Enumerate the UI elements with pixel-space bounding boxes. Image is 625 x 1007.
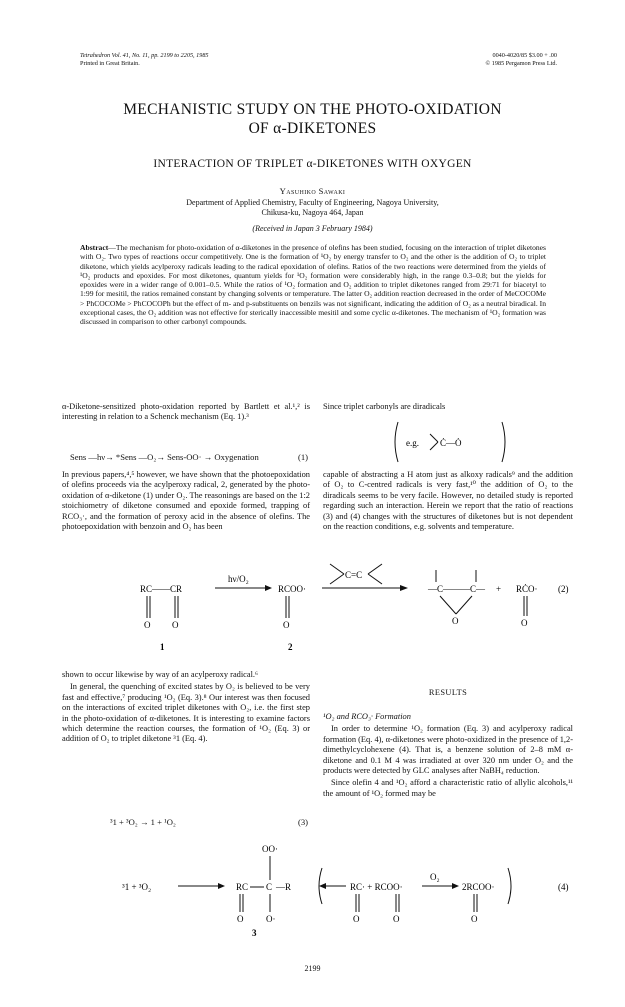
svg-text:RĊO·: RĊO· [516, 584, 538, 594]
reaction-scheme-4 [60, 838, 580, 938]
equation-1-number: (1) [298, 452, 309, 462]
svg-text:O: O [471, 914, 478, 924]
scheme4-reactants: ³1 + ³O₂ [122, 882, 152, 892]
article-code: 0040-4020/85 $3.00 + .00 [492, 52, 557, 59]
svg-text:—R: —R [276, 882, 292, 892]
abstract [80, 243, 546, 327]
paragraph: Since triplet carbonyls are diradicals [323, 402, 446, 411]
svg-text:—C———C—: —C———C— [428, 584, 486, 594]
column-1-top [62, 402, 310, 425]
journal-citation: Tetrahedron Vol. 41, No. 11, pp. 2199 to 2205, 1985 [80, 52, 209, 59]
page-number: 2199 [304, 964, 321, 973]
equation-1: Sens —hν→ *Sens —O₂→ Sens-OO· → Oxygenation [70, 452, 259, 462]
title-line-2: OF α-DIKETONES [248, 120, 377, 137]
paragraph: α-Diketone-sensitized photo-oxidation reported by Bartlett et al.¹,² is interesting in relation to a Schenck mechanism (Eq. 1).³ [62, 402, 310, 422]
svg-text:Ċ—Ȯ: Ċ—Ȯ [440, 438, 462, 448]
svg-text:C=C: C=C [345, 570, 363, 580]
paragraph: shown to occur likewise by way of an acylperoxy radical.⁶ [62, 670, 258, 679]
diketone-formula: RC——CR [140, 584, 183, 594]
reaction-scheme-2 [60, 558, 580, 666]
column-2-top [323, 402, 573, 414]
equation-3: ³1 + ³O₂ → 1 + ¹O₂ [110, 817, 176, 827]
svg-text:+: + [496, 584, 502, 594]
svg-text:RC: RC [236, 882, 249, 892]
affiliation-line-1: Department of Applied Chemistry, Faculty of Engineering, Nagoya University, [186, 198, 439, 207]
svg-text:O₂: O₂ [430, 872, 440, 882]
paragraph: In previous papers,⁴,⁵ however, we have shown that the photoepoxidation of olefins proceeds via the acylperoxy radical, 2, generated by the photo-oxidation of α-diketone (1) under O₂. The reasonings are based on the 1:2 stoichiometry of diketone consumed and epoxide formed, trapping of RCO₃·, and the formation of peroxy acid in the absence of olefins. The photoepoxidation with benzoin and O₂ has been [62, 470, 310, 532]
svg-text:O: O [353, 914, 360, 924]
author: Yasuhiko Sawaki [279, 186, 346, 196]
article-subtitle: INTERACTION OF TRIPLET α-DIKETONES WITH OXYGEN [153, 158, 472, 170]
triplet-carbonyl-structure [390, 420, 510, 464]
hv-o2-label: hν/O₂ [228, 574, 249, 584]
affiliation [60, 198, 565, 218]
copyright: © 1985 Pergamon Press Ltd. [485, 60, 557, 67]
received-date: (Received in Japan 3 February 1984) [252, 224, 373, 233]
printed-in: Printed in Great Britain. [80, 60, 140, 67]
svg-text:O: O [452, 616, 459, 626]
scheme4-product: 2RCOO· [462, 882, 495, 892]
journal-header-right [486, 52, 557, 68]
paragraph: Since olefin 4 and ¹O₂ afford a characteristic ratio of allylic alcohols,¹¹ the amount of ¹O₂ formed may be [323, 778, 573, 798]
affiliation-line-2: Chikusa-ku, Nagoya 464, Japan [261, 208, 364, 217]
article-title [60, 100, 565, 138]
results-heading: RESULTS [428, 688, 468, 697]
svg-text:O: O [237, 914, 244, 924]
paragraph: In order to determine ¹O₂ formation (Eq. 3) and acylperoxy radical formation (Eq. 4), α-diketones were photo-oxidized in the presence of 1,2-dimethylcyclohexene (4). That is, a benzene solution of 2–8 mM α-diketone and 0.1 M 4 was irradiated at over 320 nm under O₂ and the products were detected by GLC analyses after NaBH₄ reduction. [323, 724, 573, 776]
column-1-middle [62, 470, 310, 534]
svg-text:O: O [172, 620, 179, 630]
abstract-label: Abstract [80, 243, 109, 252]
svg-text:O: O [144, 620, 151, 630]
compound-2-label: 2 [288, 642, 293, 652]
title-line-1: MECHANISTIC STUDY ON THE PHOTO-OXIDATION [123, 101, 502, 118]
subsection-heading: ¹O₂ and RCO₃· Formation [323, 712, 411, 721]
svg-text:C: C [266, 882, 273, 892]
svg-text:O: O [393, 914, 400, 924]
column-1-lower [62, 670, 310, 747]
compound-1-label: 1 [160, 642, 165, 652]
abstract-text: —The mechanism for photo-oxidation of α-diketones in the presence of olefins has been studied, focusing on the interaction of triplet diketones with O₂. Two types of reactions occur competitively. One is the formation of ¹O₂ by energy transfer to O₂ and the other is the addition of O₂ to triplet diketone, which yields acylperoxy radicals leading to the radical epoxidation of olefins. Ratios of the two reactions were determined from the yields of ¹O₂ products and epoxides. For most diketones, quantum yields for ¹O₂ formation were considerably high, in the range 0.3–0.8; but the yields for epoxides were in a wider range of 0.001–0.5. While the ratios of ¹O₂ formation and O₂ addition to triplet diketones ranged from 29:71 for biacetyl to 1:99 for mesitil, the ratios remained constant by changing solvents or temperature. The latter O₂ addition reaction decreased in the order of MeCOCOMe > PhCOCOMe > PhCOCOPh but the effect of m- and p-substituents on benzils was not significant, indicating the addition of O₂ as a neutral biradical. In exceptional cases, the O₂ addition was not effective for sterically inaccessible mesitil and some cyclic α-diketones. The mechanism of ¹O₂ formation was discussed in comparison to other carbonyl compounds. [80, 243, 546, 327]
paragraph: In general, the quenching of excited states by O₂ is believed to be very fast and effective,⁷ producing ¹O₂ (Eq. 3).⁸ Our interest was then focused on the interactions of excited triplet diketones with O₂, i.e. the first step in the photo-oxidation of α-diketones. It is interesting to examine factors which determine the reaction courses, the formation of ¹O₂ (Eq. 3) or addition of O₂ to triplet diketone ³1 (Eq. 4). [62, 682, 310, 744]
acylperoxy-radical: RCOO· [278, 584, 307, 594]
equation-4-number: (4) [558, 882, 569, 892]
svg-text:O·: O· [266, 914, 276, 924]
compound-3-label: 3 [252, 928, 257, 938]
paragraph: capable of abstracting a H atom just as alkoxy radicals⁹ and the addition of O₂ to C-centred radicals is very fast,¹⁰ the addition of O₂ to the diradicals seems to be very facile. However, no detailed study is reported regarding such an interaction. Herein we report that the ratio of reactions (3) and (4) changes with the structures of diketones but is not dependent on the reaction conditions, e.g. solvents and temperature. [323, 470, 573, 532]
equation-2-number: (2) [558, 584, 569, 594]
svg-text:O: O [521, 618, 528, 628]
svg-text:O: O [283, 620, 290, 630]
column-2-lower [323, 712, 573, 801]
scheme4-cleavage: RC· + RCOO· [350, 882, 403, 892]
svg-text:OO·: OO· [262, 844, 278, 854]
journal-header-left [80, 52, 209, 68]
equation-3-number: (3) [298, 817, 309, 827]
eg-label: e.g. [406, 438, 419, 448]
column-2-middle [323, 470, 573, 534]
